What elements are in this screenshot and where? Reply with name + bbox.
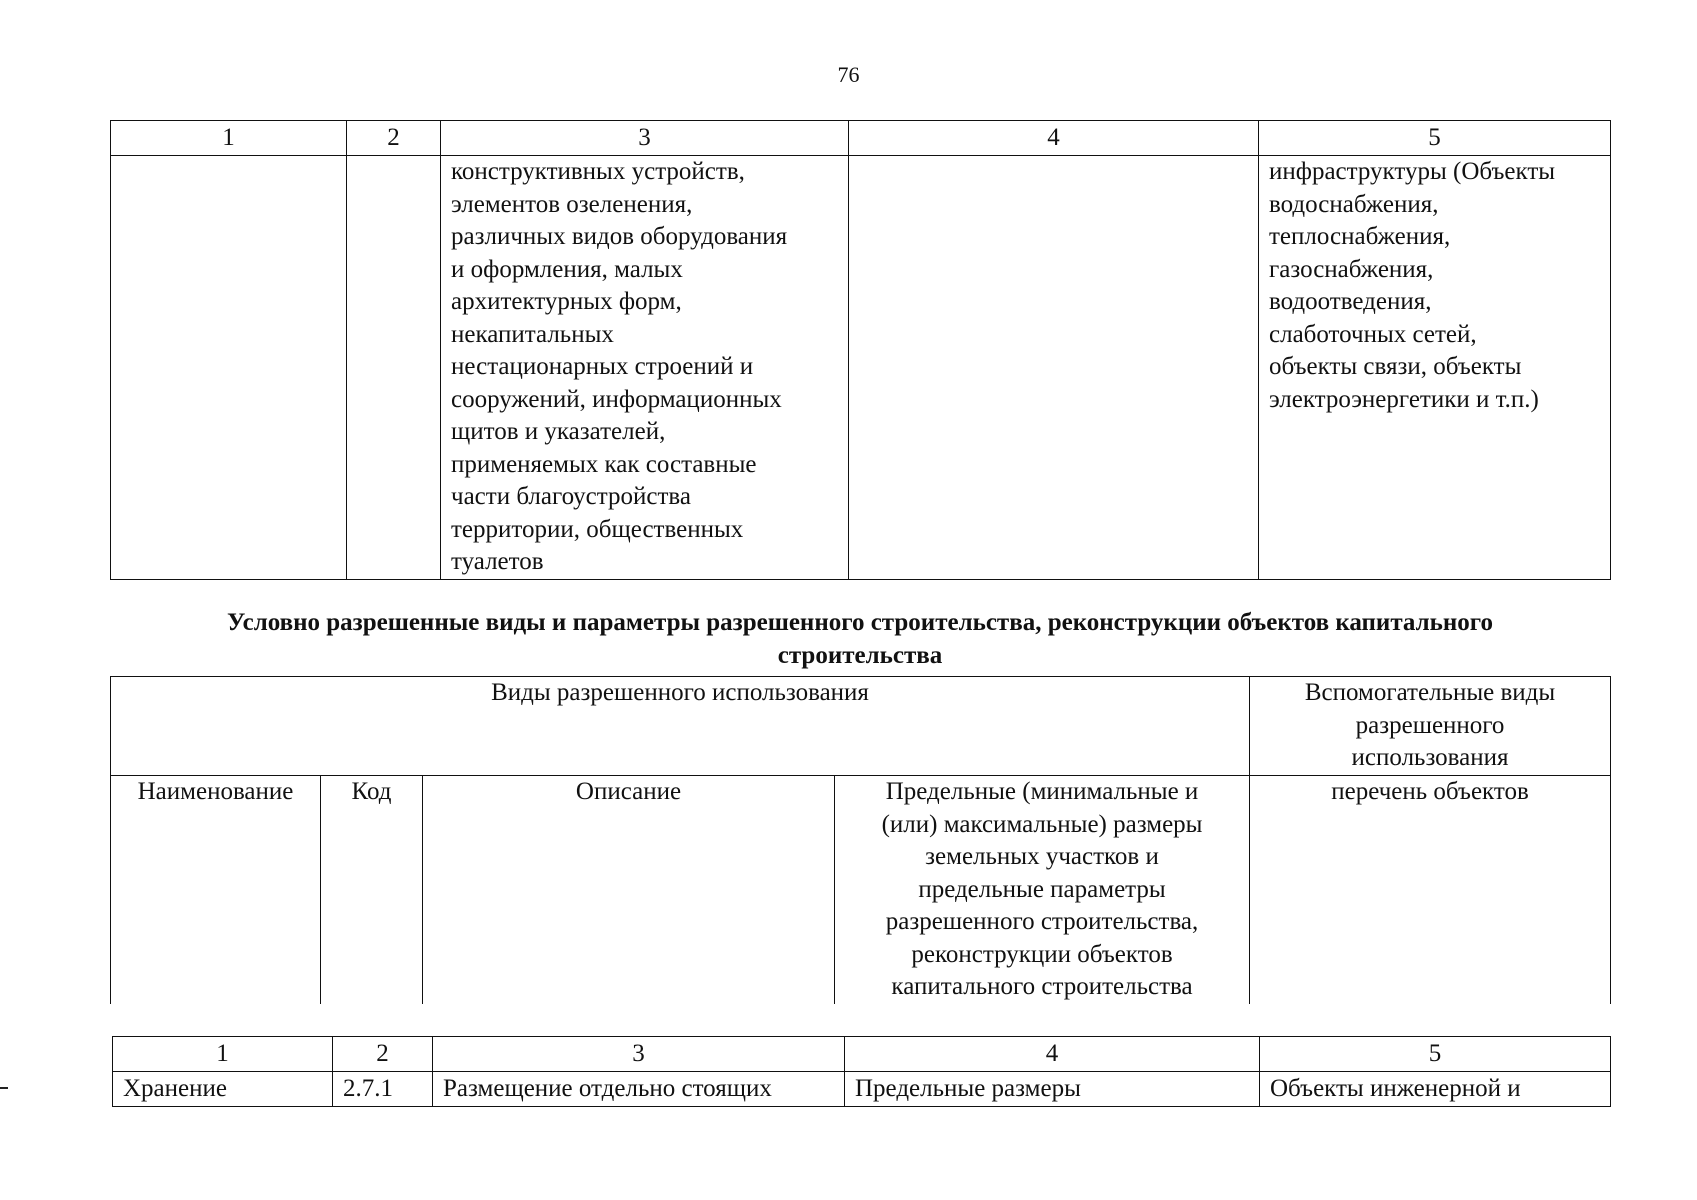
description-header: Описание — [423, 776, 835, 1005]
column-number: 1 — [111, 121, 347, 156]
column-number: 3 — [441, 121, 849, 156]
name-header: Наименование — [111, 776, 321, 1005]
table-header-row — [113, 1037, 1611, 1072]
limits-header — [835, 776, 1250, 1005]
description-line: элементов озеленения, — [451, 190, 693, 218]
column-number: 4 — [849, 121, 1259, 156]
description-line: щитов и указателей, — [451, 418, 666, 445]
objects-line: водоотведения, — [1269, 288, 1432, 315]
limits-header-line: (или) максимальные) размеры — [881, 810, 1203, 838]
sub-header-row — [111, 776, 1611, 1005]
name-cell: Хранение — [113, 1072, 333, 1107]
table-row — [111, 156, 1611, 580]
page-number: 76 — [837, 62, 860, 87]
limits-header-line: предельные параметры — [918, 875, 1166, 903]
description-line: туалетов — [451, 548, 544, 575]
objects-line: газоснабжения, — [1269, 255, 1434, 283]
description-cell — [441, 156, 849, 580]
limits-header-line: разрешенного строительства, — [885, 908, 1199, 935]
table-row — [113, 1072, 1611, 1107]
aux-header-line: разрешенного — [1355, 711, 1505, 739]
group-header: Виды разрешенного использования — [111, 677, 1250, 776]
description-line: различных видов оборудования — [451, 223, 788, 250]
objects-line: водоснабжения, — [1269, 190, 1439, 218]
conditional-uses-table — [112, 1036, 1611, 1107]
objects-line: слаботочных сетей, — [1269, 320, 1477, 348]
objects-cell — [1259, 156, 1611, 580]
column-number: 5 — [1260, 1037, 1611, 1072]
section-title-line: Условно разрешенные виды и параметры разрешенного строительства, реконструкции объектов капитального — [226, 609, 1494, 636]
description-line: некапитальных — [451, 320, 614, 348]
aux-header — [1250, 677, 1611, 776]
aux-header-line: Вспомогательные виды — [1304, 679, 1556, 706]
description-line: части благоустройства — [451, 483, 691, 510]
section-title — [110, 606, 1610, 672]
description-line: и оформления, малых — [451, 255, 683, 283]
description-line: территории, общественных — [451, 515, 744, 543]
conditional-uses-header-table — [110, 676, 1611, 1004]
column-number: 4 — [845, 1037, 1260, 1072]
continued-table — [110, 120, 1611, 580]
objects-line: теплоснабжения, — [1269, 223, 1451, 250]
group-header-row — [111, 677, 1611, 776]
objects-line: инфраструктуры (Объекты — [1269, 158, 1556, 185]
objects-header: перечень объектов — [1250, 776, 1611, 1005]
column-number: 5 — [1259, 121, 1611, 156]
code-header: Код — [321, 776, 423, 1005]
limits-header-line: Предельные (минимальные и — [885, 778, 1199, 805]
name-cell — [111, 156, 347, 580]
table-header-row — [111, 121, 1611, 156]
code-cell — [347, 156, 441, 580]
description-line: архитектурных форм, — [451, 288, 682, 315]
description-line: конструктивных устройств, — [451, 158, 745, 185]
objects-cell: Объекты инженерной и — [1260, 1072, 1611, 1107]
description-line: применяемых как составные — [451, 450, 757, 478]
margin-mark — [0, 1087, 8, 1089]
limits-cell — [849, 156, 1259, 580]
limits-header-line: земельных участков и — [925, 843, 1159, 870]
column-number: 2 — [347, 121, 441, 156]
description-line: нестационарных строений и — [451, 353, 754, 380]
column-number: 2 — [333, 1037, 433, 1072]
description-cell: Размещение отдельно стоящих — [433, 1072, 845, 1107]
objects-line: объекты связи, объекты — [1269, 353, 1522, 380]
objects-line: электроэнергетики и т.п.) — [1269, 385, 1539, 413]
code-cell: 2.7.1 — [333, 1072, 433, 1107]
limits-header-line: реконструкции объектов — [911, 940, 1173, 968]
limits-header-line: капитального строительства — [891, 973, 1193, 1000]
description-line: сооружений, информационных — [451, 385, 782, 413]
column-number: 3 — [433, 1037, 845, 1072]
column-number: 1 — [113, 1037, 333, 1072]
limits-cell: Предельные размеры — [845, 1072, 1260, 1107]
section-title-line: строительства — [777, 642, 943, 669]
aux-header-line: использования — [1351, 744, 1509, 771]
